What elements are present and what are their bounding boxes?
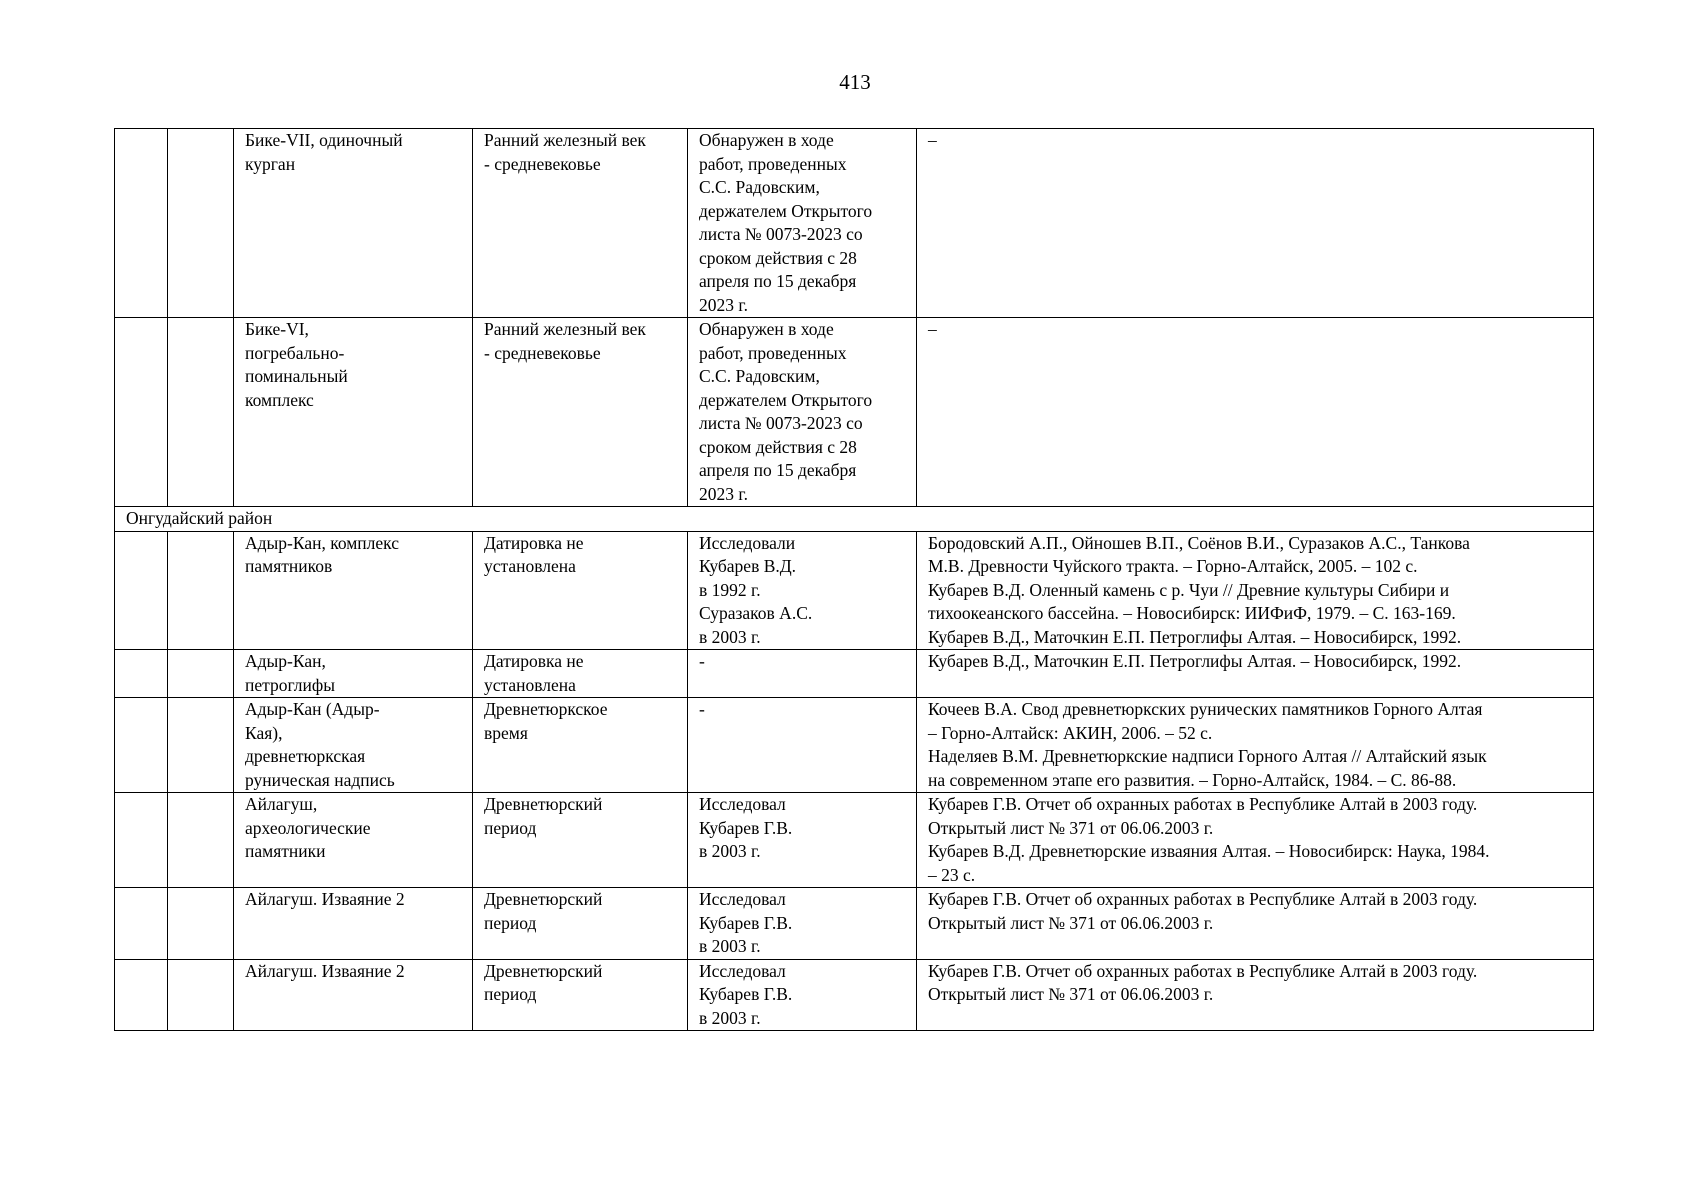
research-cell: Исследовали Кубарев В.Д. в 1992 г. Суразаков А.С. в 2003 г. [688,531,917,650]
number-cell [115,129,168,318]
literature-cell: – [917,129,1594,318]
number-cell [115,888,168,960]
code-cell [168,531,234,650]
number-cell [115,531,168,650]
monument-name-cell: Айлагуш, археологические памятники [234,793,473,888]
literature-cell: Кубарев Г.В. Отчет об охранных работах в Республике Алтай в 2003 году. Открытый лист № 371 от 06.06.2003 г. Кубарев В.Д. Древнетюрские изваяния Алтая. – Новосибирск: Наука, 1984. – 23 с. [917,793,1594,888]
monument-name-cell: Адыр-Кан (Адыр- Кая), древнетюркская руническая надпись [234,698,473,793]
table-row [115,129,1594,318]
literature-cell: Кубарев В.Д., Маточкин Е.П. Петроглифы Алтая. – Новосибирск, 1992. [917,650,1594,698]
monuments-table-body [115,129,1594,1031]
section-title: Онгудайский район [115,507,1594,532]
dating-cell: Датировка не установлена [473,531,688,650]
table-row [115,793,1594,888]
monument-name-cell: Адыр-Кан, комплекс памятников [234,531,473,650]
dating-cell: Древнетюрский период [473,793,688,888]
table-row [115,959,1594,1031]
number-cell [115,650,168,698]
dating-cell: Ранний железный век - средневековье [473,318,688,507]
monument-name-cell: Айлагуш. Изваяние 2 [234,959,473,1031]
research-cell: Обнаружен в ходе работ, проведенных С.С. Радовским, держателем Открытого листа № 0073-2023 со сроком действия с 28 апреля по 15 декабря 2023 г. [688,129,917,318]
page-number: 413 [839,70,871,94]
research-cell: Обнаружен в ходе работ, проведенных С.С. Радовским, держателем Открытого листа № 0073-2023 со сроком действия с 28 апреля по 15 декабря 2023 г. [688,318,917,507]
code-cell [168,959,234,1031]
monument-name-cell: Айлагуш. Изваяние 2 [234,888,473,960]
code-cell [168,793,234,888]
table-row [115,888,1594,960]
literature-cell: Кочеев В.А. Свод древнетюркских рунических памятников Горного Алтая – Горно-Алтайск: АКИН, 2006. – 52 с. Наделяев В.М. Древнетюркские надписи Горного Алтая // Алтайский язык на современном этапе его развития. – Горно-Алтайск, 1984. – С. 86-88. [917,698,1594,793]
dating-cell: Ранний железный век - средневековье [473,129,688,318]
dating-cell: Датировка не установлена [473,650,688,698]
literature-cell: Бородовский А.П., Ойношев В.П., Соёнов В.И., Суразаков А.С., Танкова М.В. Древности Чуйского тракта. – Горно-Алтайск, 2005. – 102 с. Кубарев В.Д. Оленный камень с р. Чуи // Древние культуры Сибири и тихоокеанского бассейна. – Новосибирск: ИИФиФ, 1979. – С. 163-169. Кубарев В.Д., Маточкин Е.П. Петроглифы Алтая. – Новосибирск, 1992. [917,531,1594,650]
literature-cell: – [917,318,1594,507]
research-cell: - [688,650,917,698]
monument-name-cell: Бике-VII, одиночный курган [234,129,473,318]
dating-cell: Древнетюркское время [473,698,688,793]
code-cell [168,129,234,318]
dating-cell: Древнетюрский период [473,959,688,1031]
table-row [115,318,1594,507]
number-cell [115,318,168,507]
number-cell [115,698,168,793]
research-cell: - [688,698,917,793]
number-cell [115,793,168,888]
research-cell: Исследовал Кубарев Г.В. в 2003 г. [688,888,917,960]
monument-name-cell: Бике-VI, погребально- поминальный комплекс [234,318,473,507]
code-cell [168,650,234,698]
research-cell: Исследовал Кубарев Г.В. в 2003 г. [688,793,917,888]
dating-cell: Древнетюрский период [473,888,688,960]
table-row [115,531,1594,650]
research-cell: Исследовал Кубарев Г.В. в 2003 г. [688,959,917,1031]
literature-cell: Кубарев Г.В. Отчет об охранных работах в Республике Алтай в 2003 году. Открытый лист № 371 от 06.06.2003 г. [917,959,1594,1031]
code-cell [168,888,234,960]
table-row [115,650,1594,698]
code-cell [168,698,234,793]
monuments-table [114,128,1594,1031]
section-header-row [115,507,1594,532]
monument-name-cell: Адыр-Кан, петроглифы [234,650,473,698]
number-cell [115,959,168,1031]
literature-cell: Кубарев Г.В. Отчет об охранных работах в Республике Алтай в 2003 году. Открытый лист № 371 от 06.06.2003 г. [917,888,1594,960]
code-cell [168,318,234,507]
table-row [115,698,1594,793]
